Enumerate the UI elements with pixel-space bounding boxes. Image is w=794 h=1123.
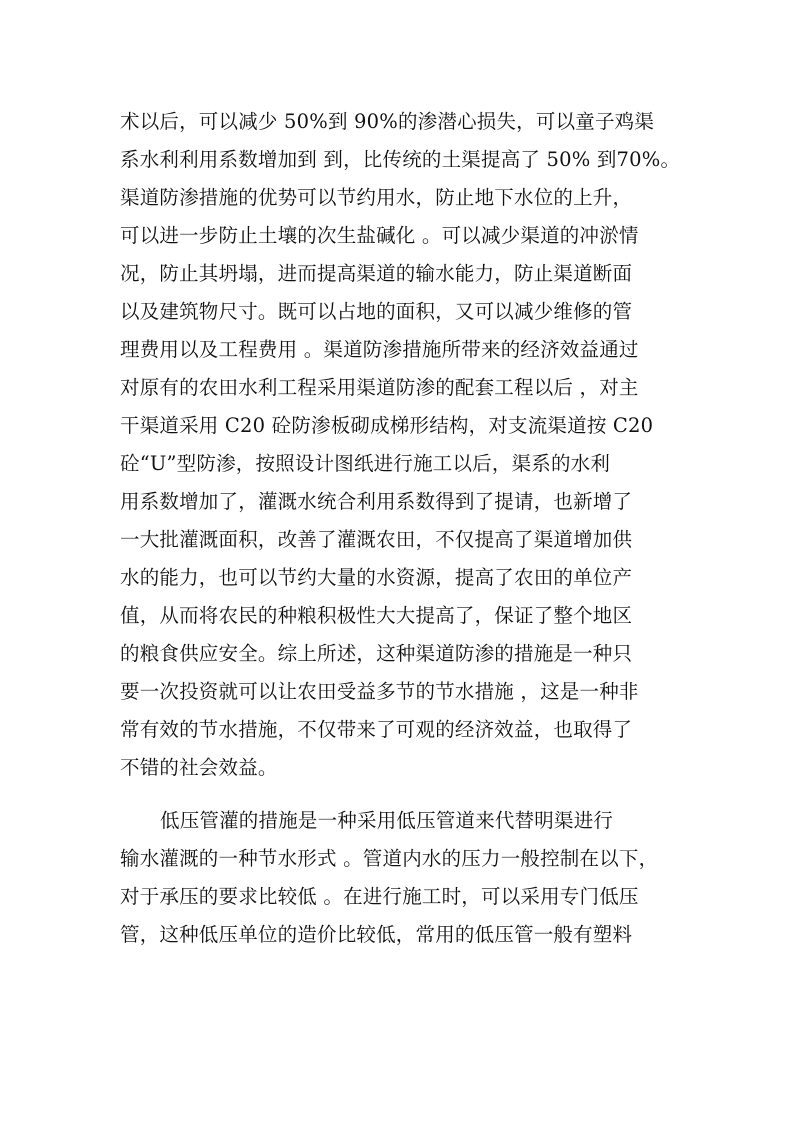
paragraph-spacer [120,787,680,802]
paragraph-line: 输水灌溉的一种节水形式 。管道内水的压力一般控制在以下， [120,847,659,870]
paragraph-line: 不错的社会效益。 [120,756,278,779]
paragraph-line: 况，防止其坍塌，进而提高渠道的输水能力，防止渠道断面 [120,262,633,285]
paragraph-line: 系水利利用系数增加到 到，比传统的土渠提高了 50% 到70%。 [120,148,681,171]
paragraph-line: 水的能力，也可以节约大量的水资源，提高了农田的单位产 [120,566,633,589]
paragraph-line: 渠道防渗措施的优势可以节约用水，防止地下水位的上升， [120,186,633,209]
paragraph-line: 要一次投资就可以让农田受益多节的节水措施 ，这是一种非 [120,680,639,703]
paragraph-line: 以及建筑物尺寸。既可以占地的面积，又可以减少维修的管 [120,300,633,323]
paragraph-line: 管，这种低压单位的造价比较低，常用的低压管一般有塑料 [120,923,633,946]
paragraph-line: 理费用以及工程费用 。渠道防渗措施所带来的经济效益通过 [120,338,639,361]
paragraph-line: 可以进一步防止土壤的次生盐碱化 。可以减少渠道的冲淤情 [120,224,639,247]
body-text [120,103,680,954]
paragraph-line: 常有效的节水措施，不仅带来了可观的经济效益，也取得了 [120,718,633,741]
paragraph-line: 的粮食供应安全。综上所述，这种渠道防渗的措施是一种只 [120,642,633,665]
paragraph-line: 值，从而将农民的种粮积极性大大提高了，保证了整个地区 [120,604,633,627]
paragraph-line: 用系数增加了，灌溉水统合利用系数得到了提请，也新增了 [120,490,633,513]
paragraph-line: 低压管灌的措施是一种采用低压管道来代替明渠进行 [160,809,614,832]
paragraph-line: 砼“U”型防渗，按照设计图纸进行施工以后，渠系的水利 [120,452,611,475]
paragraph-line: 术以后，可以减少 50%到 90%的渗潜心损失，可以童子鸡渠 [120,110,655,133]
paragraph-line: 对原有的农田水利工程采用渠道防渗的配套工程以后 ，对主 [120,376,639,399]
paragraph-line: 一大批灌溉面积，改善了灌溉农田，不仅提高了渠道增加供 [120,528,633,551]
paragraph-line: 对于承压的要求比较低 。在进行施工时，可以采用专门低压 [120,885,639,908]
paragraph-canal-seepage-prevention [120,103,680,787]
paragraph-line: 干渠道采用 C20 砼防渗板砌成梯形结构，对支流渠道按 C20 [120,414,654,437]
paragraph-low-pressure-pipe-irrigation [120,802,680,954]
